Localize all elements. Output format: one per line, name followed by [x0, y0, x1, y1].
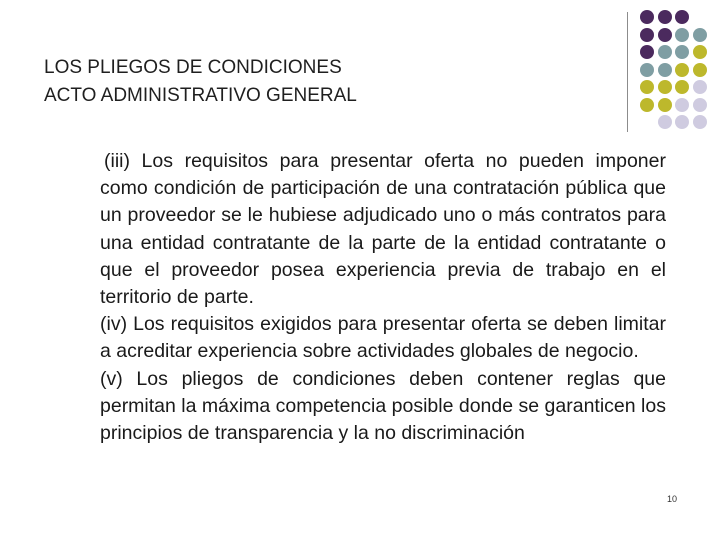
title-line-2: ACTO ADMINISTRATIVO GENERAL: [44, 85, 357, 106]
page-number: 10: [667, 494, 678, 504]
decorative-dot: [675, 115, 689, 129]
decorative-dot: [640, 28, 654, 42]
decorative-dot: [640, 45, 654, 59]
decorative-dot: [675, 98, 689, 112]
decorative-dot: [675, 63, 689, 77]
decorative-dot-grid: [0, 0, 720, 160]
decorative-dot: [693, 45, 707, 59]
decorative-dot: [693, 28, 707, 42]
decorative-dot: [693, 115, 707, 129]
paragraph-iii: (iii) Los requisitos para presentar oferta no pueden imponer como condición de participación de una contratación pública que un proveedor se le hubiese adjudicado uno o más contratos para una entidad contratante de la parte de la entidad contratante o que el proveedor posea experiencia previa de trabajo en el territorio de parte.: [100, 150, 666, 309]
decorative-dot: [693, 80, 707, 94]
decorative-dot: [675, 80, 689, 94]
decorative-dot: [675, 45, 689, 59]
decorative-dot: [658, 10, 672, 24]
decorative-dot: [693, 98, 707, 112]
decorative-dot: [658, 45, 672, 59]
decorative-dot: [693, 63, 707, 77]
paragraph-iv: (iv) Los requisitos exigidos para presentar oferta se deben limitar a acreditar experiencia sobre actividades globales de negocio.: [100, 313, 666, 363]
decorative-dot: [658, 63, 672, 77]
decorative-dot: [658, 115, 672, 129]
title-line-1: LOS PLIEGOS DE CONDICIONES: [44, 57, 342, 78]
decorative-dot: [658, 80, 672, 94]
slide-body: [100, 148, 666, 447]
decorative-dot: [640, 10, 654, 24]
decorative-dot: [675, 10, 689, 24]
decorative-dot: [675, 28, 689, 42]
decorative-dot: [658, 98, 672, 112]
decorative-dot: [640, 80, 654, 94]
decorative-dot: [658, 28, 672, 42]
paragraph-v: (v) Los pliegos de condiciones deben contener reglas que permitan la máxima competencia posible donde se garanticen los principios de transparencia y la no discriminación: [100, 367, 666, 445]
decorative-dot: [640, 63, 654, 77]
decorative-dot: [640, 98, 654, 112]
